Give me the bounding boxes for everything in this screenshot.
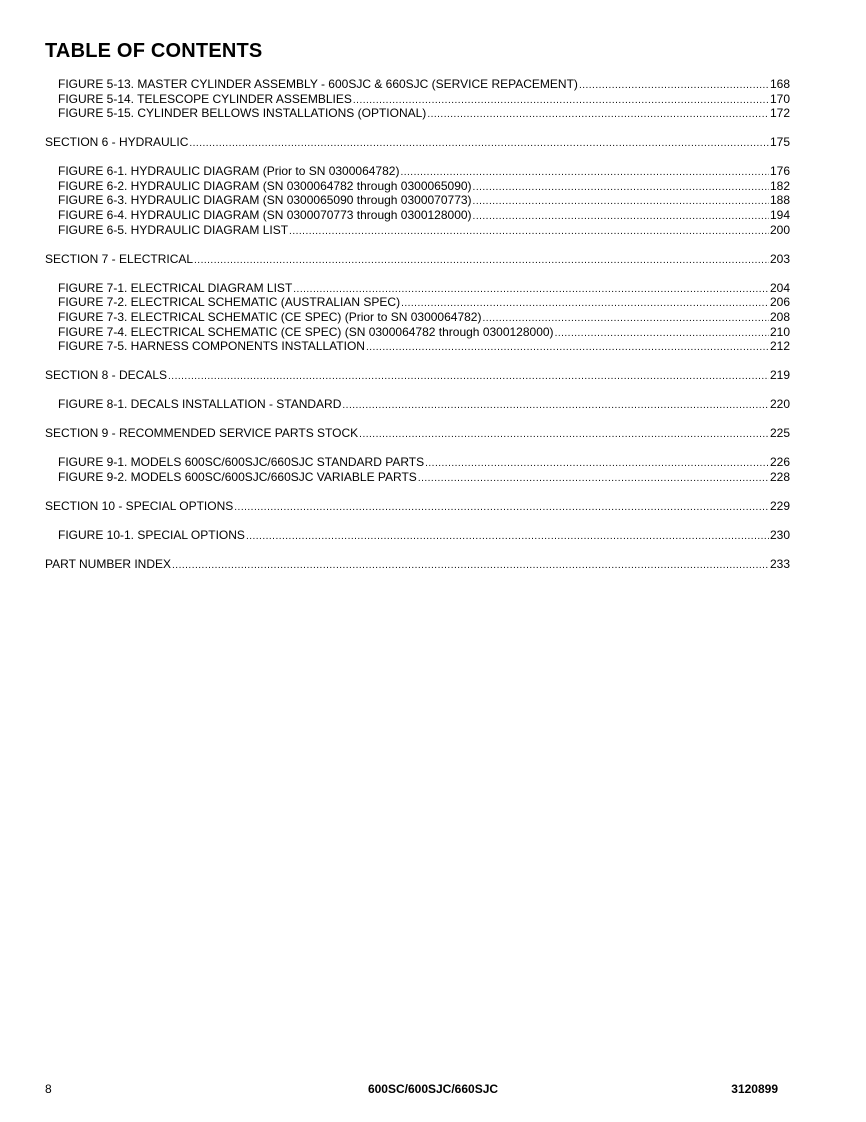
toc-entry-page: 225 [769,426,790,441]
page-title: TABLE OF CONTENTS [45,40,263,62]
toc-entry-text: FIGURE 5-14. TELESCOPE CYLINDER ASSEMBLIES [58,91,352,106]
toc-entry-section-9[interactable] [45,426,790,441]
toc-entry-text: FIGURE 7-3. ELECTRICAL SCHEMATIC (CE SPEC) (Prior to SN 0300064782) [58,309,482,324]
toc-entry-page: 170 [769,91,790,106]
toc-entry-figure-6-5[interactable] [45,223,790,238]
dot-leader [359,428,769,443]
dot-leader [473,195,769,210]
toc-entry-text: FIGURE 7-5. HARNESS COMPONENTS INSTALLATION [58,339,365,354]
toc-entry-page: 220 [769,397,790,412]
dot-leader [473,181,769,196]
toc-entry-page: 233 [769,557,790,572]
toc-entry-page: 203 [769,251,790,266]
dot-leader [579,79,769,94]
dot-leader [289,225,769,240]
dot-leader [473,210,769,225]
toc-entry-figure-6-1[interactable] [45,164,790,179]
toc-entry-figure-5-13[interactable] [45,77,790,92]
dot-leader [168,370,769,385]
dot-leader [194,254,769,269]
toc-entry-text: PART NUMBER INDEX [45,557,172,572]
toc-entry-page: 175 [769,135,790,150]
toc-entry-page: 194 [769,208,790,223]
dot-leader [555,327,769,342]
toc-entry-section-8[interactable] [45,368,790,383]
toc-entry-figure-5-15[interactable] [45,106,790,121]
toc-entry-text: FIGURE 9-1. MODELS 600SC/600SJC/660SJC STANDARD PARTS [58,455,425,470]
toc-entry-text: FIGURE 7-2. ELECTRICAL SCHEMATIC (AUSTRALIAN SPEC) [58,295,401,310]
toc-entry-page: 200 [769,222,790,237]
toc-entry-text: SECTION 7 - ELECTRICAL [45,251,194,266]
toc-entry-text: FIGURE 10-1. SPECIAL OPTIONS [58,527,245,542]
footer-models: 600SC/600SJC/660SJC [367,1082,499,1096]
footer-doc-number: 3120899 [731,1082,778,1096]
toc-entry-page: 172 [769,106,790,121]
toc-entry-page: 188 [769,193,790,208]
toc-entry-figure-10-1[interactable] [45,528,790,543]
dot-leader [418,472,769,487]
dot-leader [246,530,769,545]
toc-entry-page: 212 [769,339,790,354]
toc-entry-figure-9-1[interactable] [45,455,790,470]
toc-entry-text: FIGURE 5-15. CYLINDER BELLOWS INSTALLATIONS (OPTIONAL) [58,106,427,121]
toc-entry-text: SECTION 6 - HYDRAULIC [45,135,189,150]
toc-entry-text: FIGURE 5-13. MASTER CYLINDER ASSEMBLY - 600SJC & 660SJC (SERVICE REPACEMENT) [58,77,578,91]
dot-leader [342,399,769,414]
toc-entry-figure-7-4[interactable] [45,325,790,340]
toc-entry-section-6[interactable] [45,135,790,150]
toc-entry-page: 206 [769,295,790,310]
toc-entry-text: FIGURE 6-1. HYDRAULIC DIAGRAM (Prior to SN 0300064782) [58,164,400,179]
toc-entry-text: FIGURE 8-1. DECALS INSTALLATION - STANDARD [58,397,342,412]
toc-entry-figure-5-14[interactable] [45,92,790,107]
toc-entry-text: SECTION 9 - RECOMMENDED SERVICE PARTS STOCK [45,426,359,441]
dot-leader [189,137,769,152]
footer-page-number: 8 [45,1082,52,1096]
toc-entry-page: 182 [769,178,790,193]
toc-entry-page: 230 [769,527,790,542]
toc-entry-text: FIGURE 6-5. HYDRAULIC DIAGRAM LIST [58,222,289,237]
dot-leader [172,559,769,574]
toc-entry-page: 168 [769,77,790,91]
toc-entry-text: SECTION 10 - SPECIAL OPTIONS [45,498,234,513]
toc-entry-figure-7-3[interactable] [45,310,790,325]
toc-entry-figure-7-1[interactable] [45,281,790,296]
toc-entry-figure-6-2[interactable] [45,179,790,194]
toc-entry-text: FIGURE 6-2. HYDRAULIC DIAGRAM (SN 0300064782 through 0300065090) [58,178,472,193]
dot-leader [425,457,769,472]
toc-entry-page: 219 [769,368,790,383]
toc-entry-page: 210 [769,324,790,339]
dot-leader [427,108,769,123]
toc-entry-figure-6-3[interactable] [45,193,790,208]
toc-entry-page: 208 [769,309,790,324]
toc-entry-text: FIGURE 6-4. HYDRAULIC DIAGRAM (SN 0300070773 through 0300128000) [58,208,472,223]
toc-entry-figure-7-2[interactable] [45,295,790,310]
dot-leader [366,341,769,356]
toc-entry-text: FIGURE 7-1. ELECTRICAL DIAGRAM LIST [58,280,293,295]
toc-entry-text: FIGURE 6-3. HYDRAULIC DIAGRAM (SN 0300065090 through 0300070773) [58,193,472,208]
table-of-contents [45,77,790,586]
toc-entry-figure-8-1[interactable] [45,397,790,412]
toc-entry-page: 229 [769,498,790,513]
toc-entry-figure-7-5[interactable] [45,339,790,354]
toc-entry-figure-6-4[interactable] [45,208,790,223]
dot-leader [234,501,769,516]
toc-entry-section-7[interactable] [45,252,790,267]
toc-entry-text: FIGURE 7-4. ELECTRICAL SCHEMATIC (CE SPEC) (SN 0300064782 through 0300128000) [58,324,554,339]
toc-entry-text: SECTION 8 - DECALS [45,368,168,383]
toc-entry-text: FIGURE 9-2. MODELS 600SC/600SJC/660SJC VARIABLE PARTS [58,469,417,484]
toc-entry-page: 226 [769,455,790,470]
toc-entry-part-number-index[interactable] [45,557,790,572]
toc-entry-figure-9-2[interactable] [45,470,790,485]
toc-entry-page: 176 [769,164,790,179]
toc-entry-section-10[interactable] [45,499,790,514]
toc-entry-page: 228 [769,469,790,484]
toc-entry-page: 204 [769,280,790,295]
